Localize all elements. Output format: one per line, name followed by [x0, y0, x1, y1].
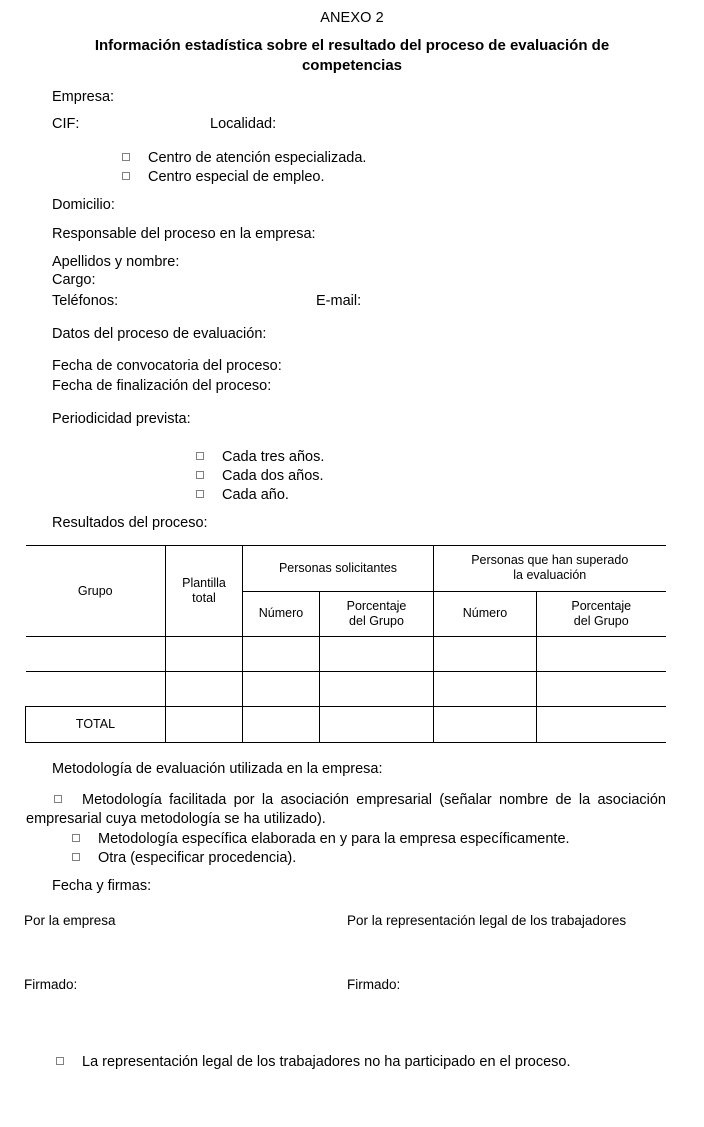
- cell-superado-porcentaje[interactable]: [537, 672, 666, 707]
- checkbox-icon[interactable]: [56, 1057, 64, 1065]
- signature-right-firmado: Firmado:: [347, 977, 401, 992]
- header-plantilla-total: [166, 546, 243, 637]
- periodicidad-option-1[interactable]: [196, 468, 324, 485]
- page-title-line-1: Información estadística sobre el resultado del proceso de evaluación: [94, 37, 588, 54]
- center-type-option-1-label: Centro especial de empleo.: [148, 169, 325, 185]
- total-superado-numero[interactable]: [434, 707, 537, 743]
- periodicidad-label: Periodicidad prevista:: [52, 411, 191, 427]
- checkbox-icon[interactable]: [196, 452, 204, 460]
- domicilio-label: Domicilio:: [52, 197, 115, 213]
- methodology-option-1-label: Metodología facilitada por la asociación empresarial (señalar nombre de la asociación empresarial cuya metodología se ha utilizado).: [26, 792, 666, 827]
- checkbox-icon[interactable]: [72, 853, 80, 861]
- responsible-heading: Responsable del proceso en la empresa:: [52, 226, 316, 242]
- process-heading: Datos del proceso de evaluación:: [52, 326, 267, 342]
- signature-left-firmado: Firmado:: [24, 977, 78, 992]
- total-plantilla[interactable]: [166, 707, 243, 743]
- fecha-firmas-label: Fecha y firmas:: [52, 878, 152, 894]
- no-participation-option[interactable]: [56, 1054, 571, 1071]
- checkbox-icon[interactable]: [196, 490, 204, 498]
- total-solicitantes-numero[interactable]: [243, 707, 320, 743]
- header-superado-porcentaje-line-1: Porcentaje: [571, 598, 632, 613]
- methodology-option-2[interactable]: [72, 831, 570, 848]
- periodicidad-option-1-label: Cada dos años.: [222, 468, 324, 484]
- empresa-label: Empresa:: [52, 89, 115, 105]
- page-title: [72, 36, 632, 76]
- periodicidad-option-2-label: Cada año.: [222, 487, 289, 503]
- cargo-label: Cargo:: [52, 272, 96, 288]
- cell-superado-numero[interactable]: [434, 637, 537, 672]
- cell-solicitantes-porcentaje[interactable]: [320, 637, 434, 672]
- apellidos-label: Apellidos y nombre:: [52, 254, 180, 270]
- cell-superado-numero[interactable]: [434, 672, 537, 707]
- header-personas-solicitantes: Personas solicitantes: [243, 546, 434, 592]
- cell-solicitantes-numero[interactable]: [243, 672, 320, 707]
- methodology-heading: Metodología de evaluación utilizada en la empresa:: [52, 761, 383, 777]
- total-superado-porcentaje[interactable]: [537, 707, 666, 743]
- signature-left-heading: Por la empresa: [24, 913, 116, 928]
- header-plantilla-total-line-1: Plantilla: [182, 576, 226, 590]
- methodology-option-3-label: Otra (especificar procedencia).: [98, 850, 297, 866]
- header-plantilla-total-line-2: total: [192, 591, 216, 605]
- center-type-option-1[interactable]: [122, 169, 325, 186]
- cell-solicitantes-numero[interactable]: [243, 637, 320, 672]
- signature-right-heading: Por la representación legal de los trabajadores: [347, 913, 627, 928]
- page-title-line-2: de competencias: [301, 37, 610, 74]
- cell-grupo[interactable]: [26, 637, 166, 672]
- periodicidad-option-0-label: Cada tres años.: [222, 449, 325, 465]
- total-label: TOTAL: [26, 707, 166, 743]
- annex-label: ANEXO 2: [320, 10, 384, 26]
- header-personas-superado-line-2: la evaluación: [513, 568, 587, 583]
- cell-superado-porcentaje[interactable]: [537, 637, 666, 672]
- table-row: [26, 637, 666, 672]
- methodology-option-3[interactable]: [72, 850, 296, 867]
- fecha-convocatoria-label: Fecha de convocatoria del proceso:: [52, 358, 282, 374]
- header-solicitantes-numero: Número: [243, 591, 320, 637]
- checkbox-icon[interactable]: [122, 153, 130, 161]
- center-type-option-0-label: Centro de atención especializada.: [148, 150, 367, 166]
- header-superado-porcentaje: [537, 591, 666, 637]
- table-row: [26, 672, 666, 707]
- methodology-option-1[interactable]: [26, 791, 666, 829]
- checkbox-icon[interactable]: [72, 834, 80, 842]
- methodology-option-2-label: Metodología específica elaborada en y para la empresa específicamente.: [98, 831, 570, 847]
- header-personas-superado: [434, 546, 666, 592]
- table-total-row: [26, 707, 666, 743]
- header-solicitantes-porcentaje-line-1: Porcentaje: [346, 598, 407, 613]
- total-solicitantes-porcentaje[interactable]: [320, 707, 434, 743]
- center-type-option-0[interactable]: [122, 150, 366, 167]
- email-label: E-mail:: [316, 293, 362, 309]
- periodicidad-option-2[interactable]: [196, 487, 289, 504]
- header-solicitantes-porcentaje-line-2: del Grupo: [349, 613, 404, 628]
- header-grupo: Grupo: [26, 546, 166, 637]
- header-personas-superado-line-1: Personas que han superado: [471, 553, 629, 568]
- cell-plantilla[interactable]: [166, 637, 243, 672]
- header-superado-porcentaje-line-2: del Grupo: [573, 613, 629, 628]
- localidad-label: Localidad:: [210, 116, 277, 132]
- periodicidad-option-0[interactable]: [196, 449, 324, 466]
- cell-grupo[interactable]: [26, 672, 166, 707]
- results-table: [25, 545, 666, 743]
- cell-solicitantes-porcentaje[interactable]: [320, 672, 434, 707]
- checkbox-icon[interactable]: [54, 795, 62, 803]
- resultados-label: Resultados del proceso:: [52, 515, 208, 531]
- fecha-finalizacion-label: Fecha de finalización del proceso:: [52, 378, 272, 394]
- cell-plantilla[interactable]: [166, 672, 243, 707]
- no-participation-label: La representación legal de los trabajadores no ha participado en el proceso.: [82, 1054, 571, 1070]
- checkbox-icon[interactable]: [122, 172, 130, 180]
- checkbox-icon[interactable]: [196, 471, 204, 479]
- telefonos-label: Teléfonos:: [52, 293, 119, 309]
- header-superado-numero: Número: [434, 591, 537, 637]
- header-solicitantes-porcentaje: [320, 591, 434, 637]
- table-header-row-1: [26, 546, 666, 592]
- cif-label: CIF:: [52, 116, 80, 132]
